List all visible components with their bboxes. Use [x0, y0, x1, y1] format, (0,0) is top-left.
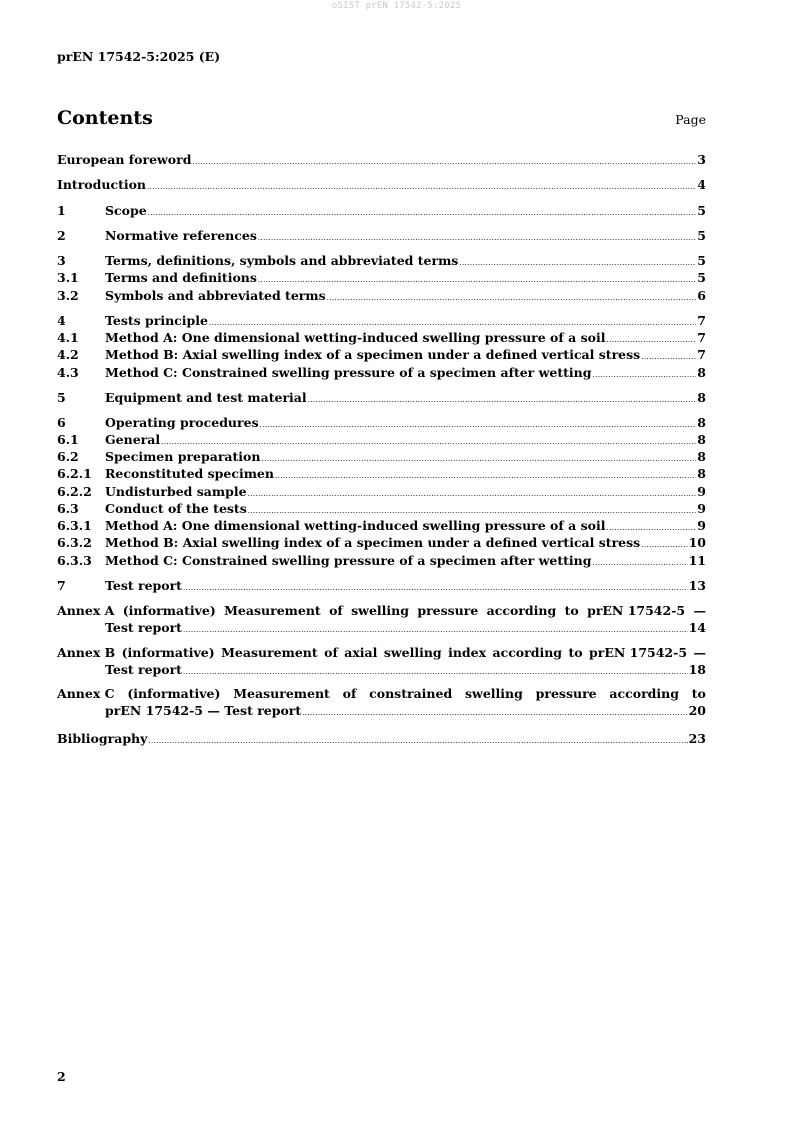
entry-page: 6: [697, 288, 706, 303]
annex-word: —: [693, 603, 706, 618]
entry-page: 5: [697, 270, 706, 285]
toc-annex-entry[interactable]: [57, 602, 706, 639]
entry-page: 3: [697, 152, 706, 167]
dot-leader: [192, 154, 696, 171]
entry-title: Method C: Constrained swelling pressure of a specimen after wetting: [105, 553, 592, 568]
entry-title: Conduct of the tests: [105, 501, 247, 516]
toc-annex-entry[interactable]: [57, 685, 706, 722]
dot-leader: [183, 580, 688, 597]
entry-number: 6.3: [57, 501, 79, 516]
entry-number: 6.3.1: [57, 518, 92, 533]
dot-leader: [308, 392, 697, 409]
annex-word: swelling: [351, 603, 409, 618]
entry-page: 5: [697, 253, 706, 268]
entry-number: 6: [57, 415, 66, 430]
entry-page: 18: [688, 662, 706, 677]
entry-number: 6.3.2: [57, 535, 92, 550]
annex-word: to: [568, 645, 583, 660]
entry-page: 5: [697, 203, 706, 218]
annex-word: to: [691, 686, 706, 701]
annex-word: swelling: [383, 645, 442, 660]
toc-entry[interactable]: [57, 227, 706, 247]
annex-word: pressure: [535, 686, 597, 701]
annex-subtitle: Test report: [105, 620, 182, 635]
entry-page: 8: [697, 365, 706, 380]
annex-word: of: [324, 645, 338, 660]
dot-leader: [302, 705, 687, 722]
entry-number: 6.2.2: [57, 484, 92, 499]
entry-page: 4: [697, 177, 706, 192]
entry-number: 7: [57, 578, 66, 593]
annex-word: of: [342, 686, 357, 701]
annex-word: swelling: [465, 686, 523, 701]
toc-bibliography-entry[interactable]: [57, 730, 706, 750]
annex-word: axial: [344, 645, 378, 660]
annex-word: Measurement: [233, 686, 330, 701]
entry-title: Bibliography: [57, 731, 148, 746]
entry-title: Undisturbed sample: [105, 484, 247, 499]
toc-entry[interactable]: [57, 552, 706, 572]
entry-number: 6.2.1: [57, 466, 92, 481]
entry-title: Method B: Axial swelling index of a specimen under a defined vertical stress: [105, 347, 641, 362]
toc-entry[interactable]: [57, 534, 706, 554]
entry-title: Operating procedures: [105, 415, 259, 430]
entry-number: 4: [57, 313, 66, 328]
entry-title: Method A: One dimensional wetting-induced swelling pressure of a soil: [105, 330, 606, 345]
annex-subtitle: Test report: [105, 662, 182, 677]
entry-title: Symbols and abbreviated terms: [105, 288, 326, 303]
annex-word: according: [609, 686, 679, 701]
annex-title-line: [57, 602, 706, 619]
annex-word: Annex C: [57, 686, 115, 701]
toc-annex-entry[interactable]: [57, 644, 706, 681]
entry-title: Scope: [105, 203, 147, 218]
entry-page: 7: [697, 313, 706, 328]
entry-title: Method C: Constrained swelling pressure of a specimen after wetting: [105, 365, 592, 380]
entry-title: Method B: Axial swelling index of a specimen under a defined vertical stress: [105, 535, 641, 550]
entry-title: Method A: One dimensional wetting-induced swelling pressure of a soil: [105, 518, 606, 533]
toc-entry[interactable]: [57, 202, 706, 222]
entry-number: 3: [57, 253, 66, 268]
dot-leader: [327, 290, 697, 307]
entry-title: Reconstituted specimen: [105, 466, 274, 481]
dot-leader: [148, 205, 697, 222]
entry-title: Specimen preparation: [105, 449, 261, 464]
toc-entry[interactable]: [57, 346, 706, 366]
entry-page: 23: [688, 731, 706, 746]
annex-word: of: [329, 603, 343, 618]
dot-leader: [258, 230, 696, 247]
entry-page: 7: [697, 330, 706, 345]
entry-page: 20: [688, 703, 706, 718]
entry-page: 5: [697, 228, 706, 243]
annex-title-line: [57, 644, 706, 661]
entry-number: 6.3.3: [57, 553, 92, 568]
page-number: 2: [57, 1069, 66, 1084]
entry-page: 9: [697, 501, 706, 516]
watermark: oSIST prEN 17542-5:2025: [331, 1, 462, 11]
annex-word: pressure: [417, 603, 479, 618]
entry-number: 5: [57, 390, 66, 405]
toc-entry[interactable]: [57, 269, 706, 289]
entry-title: Introduction: [57, 177, 147, 192]
toc-entry[interactable]: [57, 176, 706, 196]
entry-number: 4.1: [57, 330, 79, 345]
entry-page: 10: [688, 535, 706, 550]
entry-number: 3.2: [57, 288, 79, 303]
entry-number: 6.1: [57, 432, 79, 447]
toc-entry[interactable]: [57, 389, 706, 409]
entry-number: 4.3: [57, 365, 79, 380]
toc-entry[interactable]: [57, 287, 706, 307]
entry-page: 8: [697, 415, 706, 430]
entry-number: 1: [57, 203, 66, 218]
entry-page: 8: [697, 390, 706, 405]
entry-page: 9: [697, 484, 706, 499]
entry-title: Terms, definitions, symbols and abbreviated terms: [105, 253, 459, 268]
toc-entry[interactable]: [57, 465, 706, 485]
contents-title: Contents: [57, 107, 153, 129]
annex-word: (informative): [122, 603, 216, 618]
annex-word: prEN 17542-5: [589, 645, 688, 660]
annex-word: according: [486, 603, 557, 618]
entry-number: 4.2: [57, 347, 79, 362]
entry-title: Normative references: [105, 228, 257, 243]
entry-number: 2: [57, 228, 66, 243]
annex-word: prEN 17542-5: [587, 603, 686, 618]
annex-word: constrained: [369, 686, 453, 701]
entry-title: European foreword: [57, 152, 192, 167]
dot-leader: [148, 733, 687, 750]
toc-entry[interactable]: [57, 364, 706, 384]
entry-page: 8: [697, 449, 706, 464]
entry-title: General: [105, 432, 161, 447]
entry-page: 13: [688, 578, 706, 593]
annex-word: Annex A: [57, 603, 115, 618]
annex-word: Measurement: [221, 645, 318, 660]
dot-leader: [183, 664, 688, 681]
entry-page: 8: [697, 432, 706, 447]
annex-word: (informative): [127, 686, 221, 701]
annex-word: Measurement: [224, 603, 321, 618]
entry-page: 11: [688, 553, 706, 568]
entry-number: 3.1: [57, 270, 79, 285]
entry-title: Equipment and test material: [105, 390, 307, 405]
entry-number: 6.2: [57, 449, 79, 464]
annex-subtitle: prEN 17542-5 — Test report: [105, 703, 302, 718]
dot-leader: [592, 555, 687, 572]
entry-page: 7: [697, 347, 706, 362]
annex-word: index: [448, 645, 487, 660]
entry-page: 14: [688, 620, 706, 635]
annex-word: (informative): [121, 645, 215, 660]
entry-page: 9: [697, 518, 706, 533]
annex-word: —: [693, 645, 706, 660]
annex-title-line: [57, 685, 706, 702]
toc-entry[interactable]: [57, 151, 706, 171]
contents-header: [57, 107, 706, 129]
entry-page: 8: [697, 466, 706, 481]
annex-word: Annex B: [57, 645, 116, 660]
dot-leader: [147, 179, 696, 196]
page-column-label: Page: [675, 112, 706, 127]
entry-title: Terms and definitions: [105, 270, 257, 285]
document-id: prEN 17542-5:2025 (E): [57, 49, 221, 64]
dot-leader: [592, 367, 696, 384]
dot-leader: [183, 622, 688, 639]
toc-entry[interactable]: [57, 577, 706, 597]
annex-word: according: [492, 645, 563, 660]
entry-title: Tests principle: [105, 313, 208, 328]
annex-word: to: [564, 603, 579, 618]
entry-title: Test report: [105, 578, 182, 593]
